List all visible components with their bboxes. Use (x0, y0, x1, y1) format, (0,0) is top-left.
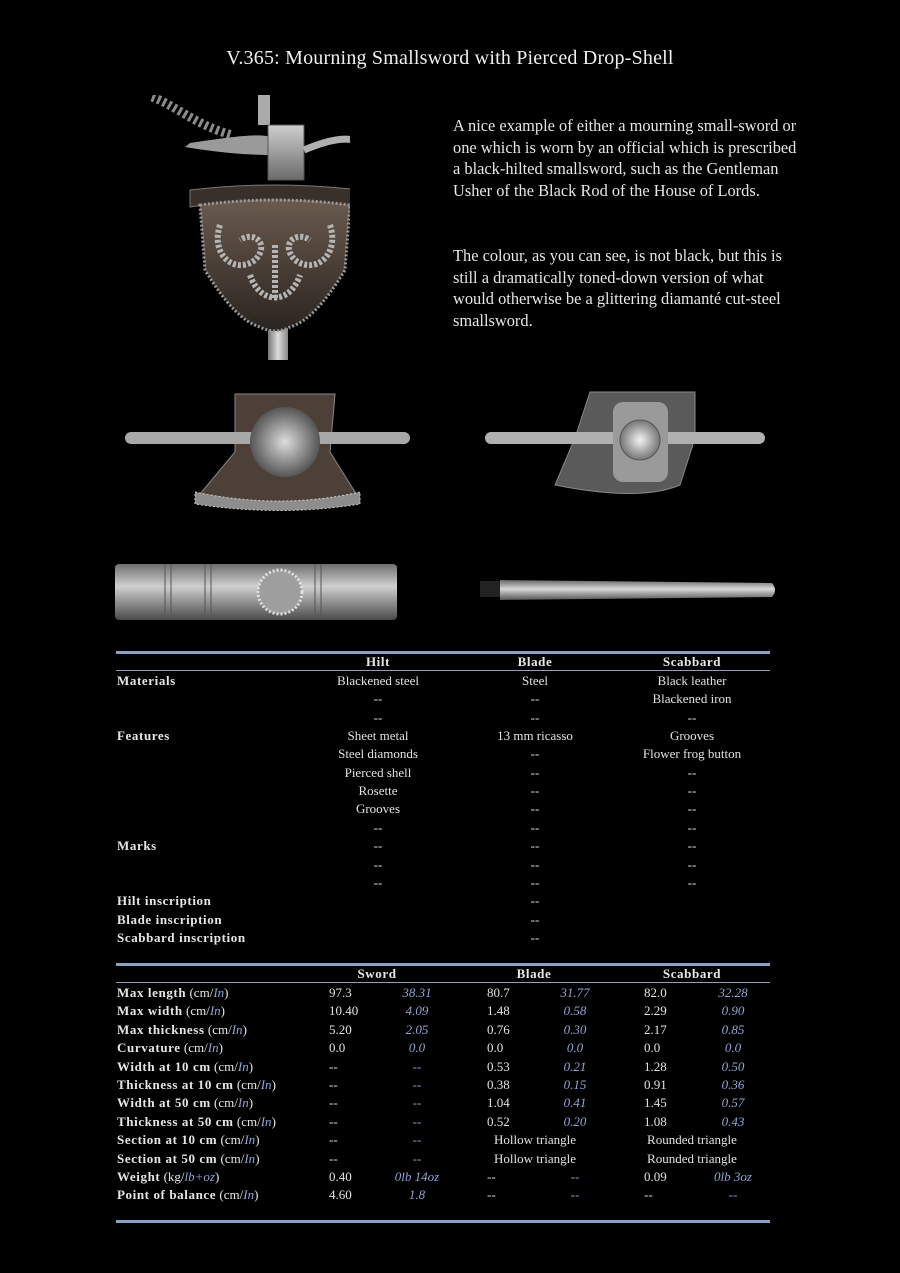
unit-metric: kg (167, 1169, 181, 1184)
measure-section-blade: Hollow triangle (494, 1150, 576, 1166)
features-cell: -- (530, 874, 540, 890)
features-cell: -- (373, 709, 383, 725)
features-cell: -- (687, 856, 697, 872)
measure-metric-value: -- (644, 1187, 653, 1203)
unit-slash: / (206, 1003, 210, 1019)
measure-section-scabbard: Rounded triangle (647, 1132, 737, 1148)
measure-row-label (117, 1077, 276, 1093)
measure-metric-value: -- (329, 1150, 338, 1166)
measure-imperial-value: 0.21 (563, 1058, 587, 1074)
unit-slash: / (180, 1169, 185, 1184)
measure-section-scabbard: Rounded triangle (647, 1150, 737, 1166)
unit-slash: / (234, 1095, 238, 1111)
scabbard-throat-photo (115, 562, 397, 622)
measure-imperial-value: 32.28 (718, 985, 748, 1000)
measure-metric-value: 1.48 (487, 1003, 510, 1019)
measure-metric-value: -- (329, 1113, 338, 1129)
inscription-label: Hilt inscription (117, 893, 212, 908)
measure-row-label (117, 1022, 247, 1038)
unit-metric: cm (190, 1003, 207, 1019)
unit-imperial: In (244, 1132, 256, 1148)
unit-imperial: In (237, 1095, 249, 1111)
measure-label-text: Curvature (117, 1040, 181, 1056)
unit-close: ) (242, 1021, 247, 1037)
measure-imperial-value: 0.50 (721, 1058, 745, 1074)
measure-row-label (117, 1187, 258, 1203)
features-cell: -- (530, 764, 540, 780)
unit-slash: / (257, 1077, 261, 1092)
features-cell: -- (530, 819, 540, 835)
unit-imperial: In (231, 1021, 243, 1037)
measure-label-text: Thickness at 10 cm (117, 1077, 234, 1092)
measure-imperial-value: 0.90 (721, 1003, 745, 1019)
measure-row-label (117, 1169, 219, 1185)
measure-metric-value: 0.0 (329, 1040, 346, 1056)
measure-imperial-value: 0.85 (721, 1021, 745, 1037)
measure-row-label (117, 1040, 223, 1056)
features-cell: -- (530, 856, 540, 872)
features-cell: Blackened iron (652, 691, 732, 707)
guard-top-view-photo-right (485, 390, 765, 515)
measure-metric-value: 0.91 (644, 1077, 667, 1092)
measure-imperial-value: 0.41 (563, 1095, 587, 1111)
measure-metric-value: -- (487, 1187, 496, 1203)
unit-close: ) (215, 1169, 220, 1184)
unit-open: ( (204, 1021, 213, 1037)
measure-row-label (117, 1114, 276, 1130)
unit-metric: cm (224, 1150, 241, 1166)
unit-close: ) (220, 1003, 226, 1019)
measurements-table-bottom-rule (116, 1220, 770, 1223)
features-cell: -- (687, 819, 697, 835)
unit-metric: cm (224, 1132, 241, 1148)
measure-imperial-value: 2.05 (405, 1021, 429, 1037)
unit-metric: cm (212, 1021, 229, 1037)
features-cell: -- (530, 838, 540, 854)
unit-slash: / (257, 1113, 261, 1129)
features-cell: -- (530, 801, 540, 817)
unit-slash: / (228, 1021, 232, 1037)
unit-metric: cm (223, 1187, 240, 1203)
measure-imperial-value: 0.0 (408, 1040, 426, 1056)
unit-slash: / (240, 1132, 245, 1148)
unit-imperial: In (260, 1113, 272, 1129)
unit-close: ) (218, 1040, 223, 1056)
unit-slash: / (240, 1150, 245, 1166)
measure-imperial-value: 0.43 (721, 1113, 745, 1129)
measure-imperial-value: 0lb 14oz (394, 1169, 440, 1184)
measure-label-text: Width at 50 cm (117, 1095, 211, 1111)
features-cell: Steel (522, 673, 548, 688)
measure-metric-value: -- (487, 1169, 496, 1184)
measure-label-text: Weight (117, 1169, 161, 1184)
features-cell: Pierced shell (344, 764, 412, 780)
inscription-label: Scabbard inscription (117, 930, 246, 945)
features-cell: -- (530, 783, 540, 799)
features-cell: -- (687, 838, 697, 854)
measure-imperial-value: -- (412, 1113, 422, 1129)
features-cell: -- (687, 709, 697, 725)
measure-metric-value: 0.0 (487, 1040, 504, 1056)
measure-label-text: Thickness at 50 cm (117, 1113, 234, 1129)
measure-metric-value: 2.29 (644, 1003, 667, 1019)
measure-label-text: Max length (117, 985, 187, 1000)
measure-metric-value: 4.60 (329, 1187, 352, 1203)
unit-imperial: In (213, 985, 225, 1000)
unit-open: ( (233, 1077, 242, 1092)
measure-imperial-value: 0.30 (563, 1021, 587, 1037)
measure-metric-value: 1.28 (644, 1058, 667, 1074)
features-row-label: Features (117, 728, 170, 744)
features-cell: Flower frog button (642, 746, 742, 762)
features-cell: -- (687, 874, 697, 890)
features-col-blade: Blade (517, 654, 553, 669)
measure-col-sword: Sword (357, 966, 397, 981)
measure-imperial-value: 0.15 (563, 1077, 587, 1092)
measure-label-text: Point of balance (117, 1187, 217, 1203)
measure-imperial-value: -- (570, 1187, 580, 1203)
measure-imperial-value: -- (412, 1132, 422, 1148)
measure-section-blade: Hollow triangle (494, 1132, 576, 1148)
inscription-label: Blade inscription (117, 911, 223, 927)
measure-metric-value: 5.20 (329, 1021, 352, 1037)
unit-metric: cm (218, 1095, 235, 1111)
features-cell: -- (687, 783, 697, 799)
unit-open: ( (217, 1150, 225, 1166)
features-cell: -- (373, 691, 383, 707)
measure-metric-value: 0.38 (487, 1077, 510, 1092)
features-cell: -- (530, 691, 540, 707)
measure-col-scabbard: Scabbard (662, 966, 722, 981)
features-cell: Grooves (669, 728, 715, 744)
measure-imperial-value: 0.0 (724, 1040, 742, 1056)
measure-row-label (117, 1003, 225, 1019)
measure-metric-value: 2.17 (644, 1021, 667, 1037)
features-cell: Rosette (358, 783, 398, 799)
measure-metric-value: 10.40 (329, 1003, 359, 1019)
features-cell: -- (373, 838, 383, 854)
measure-imperial-value: 0lb 3oz (714, 1169, 752, 1184)
unit-open: ( (182, 1003, 191, 1019)
unit-open: ( (210, 1095, 219, 1111)
unit-imperial: In (207, 1040, 219, 1056)
unit-open: ( (160, 1169, 168, 1184)
unit-slash: / (234, 1058, 238, 1074)
unit-slash: / (209, 985, 214, 1000)
measure-metric-value: 1.45 (644, 1095, 667, 1111)
unit-open: ( (186, 985, 194, 1000)
unit-close: ) (255, 1132, 260, 1148)
unit-metric: cm (188, 1040, 205, 1056)
unit-metric: cm (218, 1058, 235, 1074)
features-cell: -- (373, 819, 383, 835)
measure-metric-value: 97.3 (329, 985, 352, 1000)
measure-label-text: Max width (117, 1003, 183, 1019)
features-cell: Black leather (657, 673, 727, 688)
unit-imperial: In (260, 1077, 272, 1092)
measure-metric-value: 82.0 (644, 985, 667, 1000)
measure-imperial-value: 4.09 (405, 1003, 429, 1019)
features-cell: -- (373, 856, 383, 872)
unit-open: ( (233, 1113, 242, 1129)
unit-open: ( (210, 1058, 219, 1074)
measure-metric-value: -- (329, 1095, 338, 1111)
measure-metric-value: 0.52 (487, 1113, 510, 1129)
unit-metric: cm (241, 1113, 258, 1129)
inscription-value: -- (530, 930, 540, 945)
measure-row-label (117, 1132, 260, 1148)
measure-imperial-value: 0.36 (721, 1077, 745, 1092)
guard-top-view-photo-left (125, 392, 410, 517)
measure-metric-value: -- (329, 1132, 338, 1148)
measure-row-label (117, 985, 229, 1001)
measure-imperial-value: -- (412, 1150, 422, 1166)
measure-metric-value: 0.53 (487, 1058, 510, 1074)
measure-label-text: Section at 10 cm (117, 1132, 218, 1148)
measure-imperial-value: 38.31 (402, 985, 432, 1000)
features-row-label: Marks (117, 838, 157, 854)
measure-metric-value: 0.76 (487, 1021, 510, 1037)
measure-row-label (117, 1151, 260, 1167)
features-cell: Blackened steel (337, 673, 419, 688)
unit-metric: cm (241, 1077, 258, 1092)
unit-imperial: In (243, 1187, 255, 1203)
unit-imperial: lb+oz (184, 1169, 215, 1184)
features-cell: 13 mm ricasso (497, 728, 573, 744)
measure-imperial-value: -- (728, 1187, 738, 1203)
features-cell: -- (373, 874, 383, 890)
hilt-shell-photo (140, 95, 350, 360)
features-col-scabbard: Scabbard (662, 654, 722, 669)
unit-close: ) (248, 1058, 254, 1074)
measure-imperial-value: 0.58 (563, 1003, 587, 1019)
unit-open: ( (217, 1132, 225, 1148)
features-cell: -- (530, 709, 540, 725)
features-cell: -- (530, 746, 540, 762)
features-cell: Steel diamonds (338, 746, 418, 762)
measure-imperial-value: -- (412, 1095, 422, 1111)
measure-imperial-value: 0.20 (563, 1113, 587, 1129)
features-cell: Sheet metal (347, 728, 409, 744)
measure-label-text: Max thickness (117, 1021, 205, 1037)
unit-slash: / (204, 1040, 208, 1056)
features-row-label: Materials (117, 673, 176, 688)
features-cell: Grooves (355, 801, 401, 817)
measure-metric-value: 0.40 (329, 1169, 352, 1184)
measurements-table-header-rule (116, 982, 770, 983)
unit-close: ) (271, 1077, 276, 1092)
measure-metric-value: 80.7 (487, 985, 510, 1000)
unit-close: ) (271, 1113, 276, 1129)
description-paragraph-2: The colour, as you can see, is not black, but this is still a dramatically toned-down version of what would otherwise be a glittering diamanté cut-steel smallsword. (453, 246, 782, 330)
measure-label-text: Width at 10 cm (117, 1058, 211, 1074)
features-cell: -- (687, 764, 697, 780)
measure-row-label (117, 1095, 253, 1111)
unit-open: ( (216, 1187, 224, 1203)
unit-imperial: In (237, 1058, 249, 1074)
measure-imperial-value: 31.77 (560, 985, 590, 1000)
unit-metric: cm (193, 985, 210, 1000)
unit-close: ) (224, 985, 229, 1000)
unit-imperial: In (244, 1150, 256, 1166)
description-paragraph-1: A nice example of either a mourning small-sword or one which is worn by an official which is prescribed a black-hilted smallsword, such as the Gentleman Usher of the Black Rod of the House of Lords. (453, 116, 797, 200)
measure-metric-value: -- (329, 1058, 338, 1074)
unit-close: ) (248, 1095, 254, 1111)
unit-close: ) (254, 1187, 259, 1203)
measure-imperial-value: 0.57 (721, 1095, 745, 1111)
measure-metric-value: 1.08 (644, 1113, 667, 1129)
features-col-hilt: Hilt (365, 654, 391, 669)
measure-metric-value: 0.0 (644, 1040, 661, 1056)
measure-metric-value: 1.04 (487, 1095, 510, 1111)
measure-label-text: Section at 50 cm (117, 1150, 218, 1166)
measure-imperial-value: 1.8 (408, 1187, 426, 1203)
measure-imperial-value: -- (412, 1077, 422, 1092)
page-title: V.365: Mourning Smallsword with Pierced Drop-Shell (226, 47, 674, 69)
measure-metric-value: -- (329, 1077, 338, 1092)
unit-imperial: In (209, 1003, 221, 1019)
measure-imperial-value: -- (412, 1058, 422, 1074)
measure-metric-value: 0.09 (644, 1169, 667, 1184)
unit-slash: / (239, 1187, 244, 1203)
inscription-value: -- (530, 893, 540, 908)
measure-row-label (117, 1059, 253, 1075)
unit-close: ) (255, 1150, 260, 1166)
measure-col-blade: Blade (516, 966, 552, 981)
features-cell: -- (687, 801, 697, 817)
unit-open: ( (180, 1040, 189, 1056)
measure-imperial-value: 0.0 (566, 1040, 584, 1056)
inscription-value: -- (530, 911, 540, 927)
scabbard-full-photo (480, 577, 778, 603)
measure-imperial-value: -- (570, 1169, 580, 1184)
features-table-header-rule (116, 670, 770, 671)
